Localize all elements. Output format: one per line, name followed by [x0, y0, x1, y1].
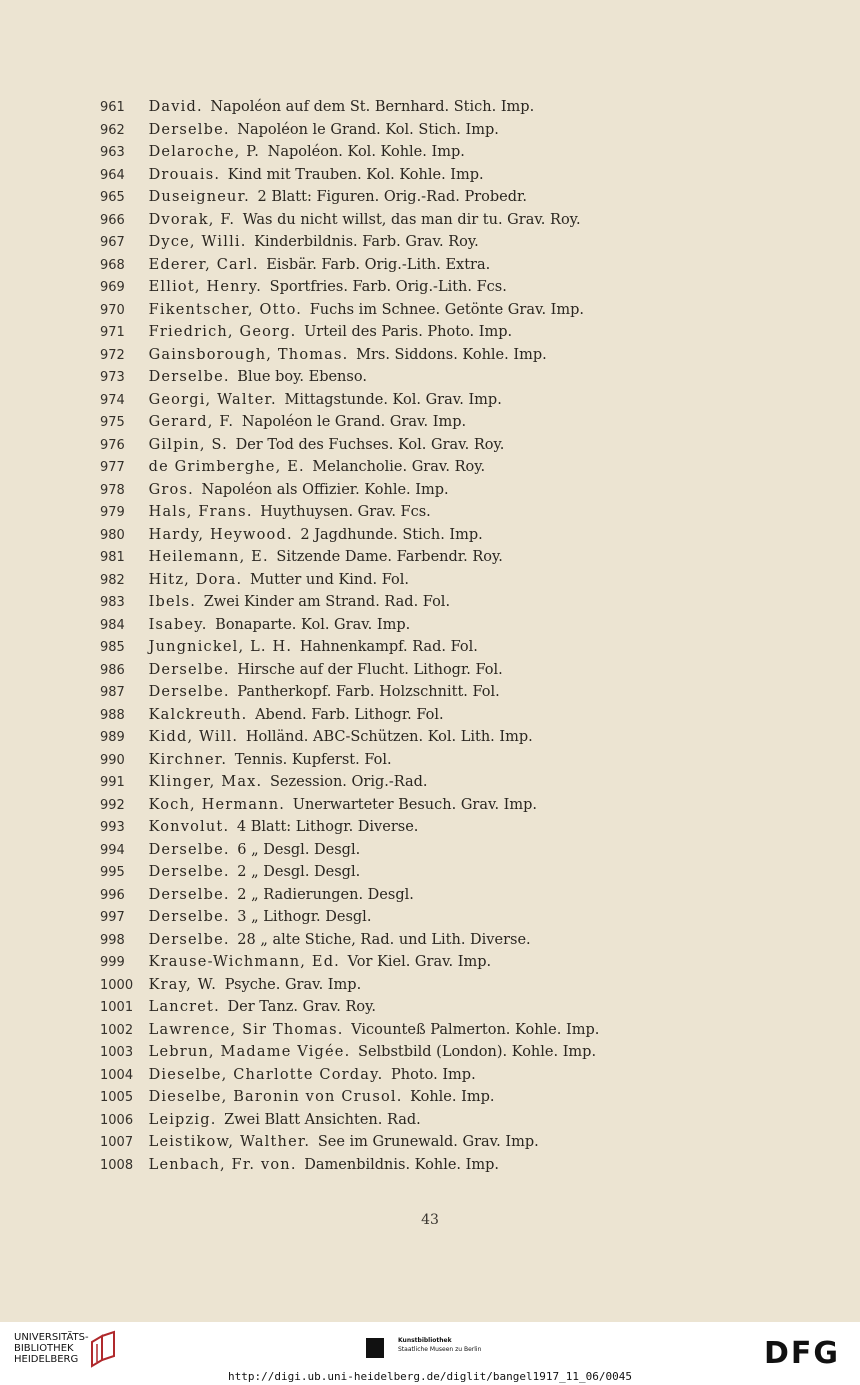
entry-artist: Krause-Wichmann, Ed. [148, 954, 340, 970]
entry-description: 3 „ Lithogr. Desgl. [237, 909, 372, 925]
entry-artist: Leipzig. [148, 1111, 217, 1128]
entry-artist: Gerard, F. [148, 414, 235, 430]
entry-artist: Jungnickel, L. H. [148, 639, 293, 655]
entry-number: 1000 [100, 977, 134, 993]
catalog-entry [100, 366, 840, 389]
entry-number: 1004 [100, 1067, 134, 1083]
entry-number: 1005 [100, 1090, 134, 1105]
entry-artist: Lenbach, Fr. von. [148, 1156, 297, 1173]
entry-description: Mittagstunde. Kol. Grav. Imp. [284, 391, 502, 408]
catalog-entry [100, 96, 840, 119]
university-emblem-icon [88, 1330, 118, 1370]
entry-artist: Derselbe. [148, 121, 230, 138]
catalog-entry [100, 704, 840, 727]
entry-description: Der Tod des Fuchses. Kol. Grav. Roy. [235, 436, 505, 453]
entry-description: Sitzende Dame. Farbendr. Roy. [276, 549, 503, 565]
entry-description: Eisbär. Farb. Orig.-Lith. Extra. [266, 256, 491, 273]
entry-description: Napoléon le Grand. Grav. Imp. [241, 414, 467, 430]
entry-number: 983 [100, 595, 125, 610]
entry-description: Kinderbildnis. Farb. Grav. Roy. [254, 234, 479, 250]
entry-artist: Leistikow, Walther. [148, 1134, 311, 1150]
catalog-entry [100, 164, 840, 187]
entry-number: 984 [100, 617, 125, 633]
entry-artist: Dieselbe, Charlotte Corday. [148, 1066, 384, 1083]
entry-artist: de Grimberghe, E. [148, 459, 305, 475]
entry-number: 999 [100, 955, 125, 970]
catalog-entry [100, 794, 840, 817]
kunstbibliothek-line-2: Staatliche Museen zu Berlin [398, 1346, 482, 1353]
entry-number: 966 [100, 212, 125, 228]
catalog-entry [100, 884, 840, 907]
entry-artist: Derselbe. [148, 661, 230, 678]
entry-number: 968 [100, 257, 125, 273]
entry-description: Damenbildnis. Kohle. Imp. [304, 1156, 499, 1173]
entry-description: 2 Jagdhunde. Stich. Imp. [300, 526, 483, 543]
entry-number: 978 [100, 482, 125, 498]
entry-description: Photo. Imp. [390, 1066, 476, 1083]
entry-artist: Kidd, Will. [148, 729, 239, 745]
entry-number: 996 [100, 887, 125, 903]
entry-number: 991 [100, 775, 125, 790]
entry-artist: Hardy, Heywood. [148, 526, 293, 543]
catalog-entry [100, 906, 840, 929]
catalog-entry [100, 209, 840, 232]
catalog-entry [100, 861, 840, 884]
entry-description: See im Grunewald. Grav. Imp. [317, 1134, 539, 1150]
entry-description: Abend. Farb. Lithogr. Fol. [255, 706, 444, 723]
catalog-entry [100, 479, 840, 502]
entry-description: Pantherkopf. Farb. Holzschnitt. Fol. [237, 684, 500, 700]
university-library-logo[interactable] [14, 1332, 89, 1365]
entry-number: 1001 [100, 1000, 134, 1015]
entry-description: Mrs. Siddons. Kohle. Imp. [356, 346, 547, 363]
catalog-entry [100, 231, 840, 254]
entry-number: 976 [100, 437, 125, 453]
catalog-entry [100, 344, 840, 367]
university-line-1: UNIVERSITÄTS- [14, 1332, 89, 1343]
catalog-entry [100, 681, 840, 704]
entry-number: 974 [100, 392, 125, 408]
entry-description: Unerwarteter Besuch. Grav. Imp. [292, 796, 538, 813]
entry-description: Zwei Kinder am Strand. Rad. Fol. [203, 594, 451, 610]
entry-number: 997 [100, 910, 125, 925]
catalog-entry [100, 1154, 840, 1177]
entry-description: Hirsche auf der Flucht. Lithogr. Fol. [237, 661, 503, 678]
entry-number: 1006 [100, 1112, 134, 1128]
entry-description: Vor Kiel. Grav. Imp. [347, 954, 492, 970]
entry-description: Napoléon le Grand. Kol. Stich. Imp. [237, 121, 499, 138]
entry-artist: Hals, Frans. [148, 504, 253, 520]
entry-artist: Gainsborough, Thomas. [148, 346, 349, 363]
entry-description: Napoléon. Kol. Kohle. Imp. [267, 144, 465, 160]
entry-description: Kind mit Trauben. Kol. Kohle. Imp. [227, 166, 484, 183]
entry-number: 987 [100, 685, 125, 700]
catalog-entry [100, 1064, 840, 1087]
entry-description: 2 „ Desgl. Desgl. [237, 864, 361, 880]
entry-description: 4 Blatt: Lithogr. Diverse. [236, 819, 419, 835]
entry-number: 962 [100, 122, 125, 138]
catalog-entry [100, 411, 840, 434]
entry-artist: Dieselbe, Baronin von Crusol. [148, 1089, 403, 1105]
catalog-entry [100, 119, 840, 142]
entry-description: Melancholie. Grav. Roy. [312, 459, 486, 475]
entry-description: Kohle. Imp. [410, 1089, 495, 1105]
footer-bar [0, 1322, 860, 1385]
kunstbibliothek-logo[interactable] [398, 1336, 481, 1354]
entry-number: 971 [100, 325, 125, 340]
entry-artist: Derselbe. [148, 684, 230, 700]
document-url[interactable]: http://digi.ub.uni-heidelberg.de/diglit/bangel1917_11_06/0045 [228, 1370, 632, 1383]
entry-artist: Hitz, Dora. [148, 571, 243, 588]
entry-artist: Konvolut. [148, 819, 230, 835]
catalog-entry [100, 974, 840, 997]
catalog-entry [100, 749, 840, 772]
entry-number: 1003 [100, 1045, 134, 1060]
university-line-2: BIBLIOTHEK [14, 1343, 74, 1354]
entry-artist: Isabey. [148, 616, 208, 633]
entry-description: Tennis. Kupferst. Fol. [234, 751, 392, 768]
entry-artist: Friedrich, Georg. [148, 324, 297, 340]
entry-number: 964 [100, 167, 125, 183]
catalog-entry [100, 456, 840, 479]
entry-artist: Heilemann, E. [148, 549, 269, 565]
entry-description: Huythuysen. Grav. Fcs. [260, 504, 431, 520]
entry-number: 965 [100, 190, 125, 205]
entry-artist: Georgi, Walter. [148, 391, 277, 408]
page-number: 43 [421, 1212, 439, 1228]
entry-number: 973 [100, 370, 125, 385]
entry-number: 1008 [100, 1157, 134, 1173]
entry-number: 979 [100, 505, 125, 520]
kunstbibliothek-line-1: Kunstbibliothek [398, 1337, 452, 1344]
entry-description: Holländ. ABC-Schützen. Kol. Lith. Imp. [245, 729, 533, 745]
entry-artist: Dvorak, F. [148, 211, 236, 228]
entry-number: 1002 [100, 1022, 134, 1038]
entry-artist: Derselbe. [148, 841, 230, 858]
catalog-entry [100, 501, 840, 524]
entry-artist: Derselbe. [148, 369, 230, 385]
entry-artist: Kray, W. [148, 976, 218, 993]
entry-description: Mutter und Kind. Fol. [249, 571, 410, 588]
catalog-entry [100, 434, 840, 457]
entry-description: Sportfries. Farb. Orig.-Lith. Fcs. [269, 279, 507, 295]
catalog-entry [100, 186, 840, 209]
entry-artist: Ederer, Carl. [148, 256, 259, 273]
catalog-entry [100, 569, 840, 592]
entry-artist: Delaroche, P. [148, 144, 261, 160]
entry-description: Bonaparte. Kol. Grav. Imp. [215, 616, 411, 633]
entry-number: 985 [100, 640, 125, 655]
catalog-entry [100, 1086, 840, 1109]
entry-number: 975 [100, 415, 125, 430]
entry-artist: Derselbe. [148, 864, 230, 880]
entry-number: 970 [100, 302, 125, 318]
entry-description: Napoléon als Offizier. Kohle. Imp. [201, 481, 449, 498]
entry-description: 28 „ alte Stiche, Rad. und Lith. Diverse. [237, 931, 531, 948]
catalog-entry [100, 771, 840, 794]
dfg-logo[interactable]: DFG [764, 1336, 841, 1371]
catalog-entry [100, 726, 840, 749]
entry-number: 992 [100, 797, 125, 813]
catalog-entry [100, 546, 840, 569]
catalog-entry [100, 321, 840, 344]
entry-artist: Ibels. [148, 594, 197, 610]
entry-artist: Kirchner. [148, 751, 228, 768]
entry-description: Fuchs im Schnee. Getönte Grav. Imp. [309, 301, 585, 318]
catalog-entry [100, 141, 840, 164]
catalog-entry [100, 659, 840, 682]
catalog-entry [100, 299, 840, 322]
entry-artist: Lancret. [148, 999, 220, 1015]
entry-artist: Drouais. [148, 166, 221, 183]
entry-artist: Koch, Hermann. [148, 796, 286, 813]
entry-number: 986 [100, 662, 125, 678]
entry-number: 988 [100, 707, 125, 723]
catalog-entry [100, 951, 840, 974]
entry-artist: David. [148, 99, 203, 115]
catalog-entry [100, 524, 840, 547]
entry-number: 961 [100, 100, 125, 115]
entry-description: Der Tanz. Grav. Roy. [227, 999, 377, 1015]
entry-description: 6 „ Desgl. Desgl. [237, 841, 361, 858]
entry-number: 990 [100, 752, 125, 768]
entry-number: 980 [100, 527, 125, 543]
entry-description: Hahnenkampf. Rad. Fol. [299, 639, 478, 655]
catalog-entry [100, 839, 840, 862]
entry-number: 1007 [100, 1135, 134, 1150]
entry-number: 977 [100, 460, 125, 475]
entry-artist: Derselbe. [148, 909, 230, 925]
catalog-entry [100, 929, 840, 952]
entry-artist: Klinger, Max. [148, 774, 263, 790]
catalog-entry [100, 1109, 840, 1132]
entry-number: 972 [100, 347, 125, 363]
entry-description: Psyche. Grav. Imp. [224, 976, 362, 993]
entry-artist: Lebrun, Madame Vigée. [148, 1044, 351, 1060]
entry-artist: Lawrence, Sir Thomas. [148, 1021, 344, 1038]
entry-number: 989 [100, 730, 125, 745]
entry-artist: Kalckreuth. [148, 706, 248, 723]
catalog-entry [100, 389, 840, 412]
entry-description: 2 Blatt: Figuren. Orig.-Rad. Probedr. [257, 189, 527, 205]
entry-number: 967 [100, 235, 125, 250]
entry-description: Was du nicht willst, das man dir tu. Grav. Roy. [242, 211, 581, 228]
entry-description: Selbstbild (London). Kohle. Imp. [358, 1044, 597, 1060]
entry-description: Blue boy. Ebenso. [237, 369, 367, 385]
entry-description: Napoléon auf dem St. Bernhard. Stich. Imp. [210, 99, 535, 115]
catalog-entry [100, 276, 840, 299]
entry-number: 994 [100, 842, 125, 858]
entry-number: 993 [100, 820, 125, 835]
catalog-entry [100, 1041, 840, 1064]
catalog-entry [100, 614, 840, 637]
entry-artist: Dyce, Willi. [148, 234, 247, 250]
entry-artist: Derselbe. [148, 931, 230, 948]
catalog-entry [100, 636, 840, 659]
entry-artist: Gilpin, S. [148, 436, 228, 453]
entry-description: Zwei Blatt Ansichten. Rad. [224, 1111, 421, 1128]
catalog-entry [100, 1019, 840, 1042]
entry-description: 2 „ Radierungen. Desgl. [237, 886, 414, 903]
entry-artist: Duseigneur. [148, 189, 250, 205]
entry-artist: Derselbe. [148, 886, 230, 903]
entry-artist: Gros. [148, 481, 194, 498]
entry-description: Urteil des Paris. Photo. Imp. [304, 324, 513, 340]
entry-artist: Elliot, Henry. [148, 279, 263, 295]
entry-number: 995 [100, 865, 125, 880]
entry-artist: Fikentscher, Otto. [148, 301, 303, 318]
entry-number: 981 [100, 550, 125, 565]
catalog-entry [100, 591, 840, 614]
entry-number: 998 [100, 932, 125, 948]
catalog-entry [100, 816, 840, 839]
kunstbibliothek-logo-icon [366, 1338, 384, 1358]
catalog-entries [100, 96, 840, 1176]
catalog-entry [100, 254, 840, 277]
catalog-entry [100, 996, 840, 1019]
entry-number: 982 [100, 572, 125, 588]
entry-description: Sezession. Orig.-Rad. [269, 774, 428, 790]
entry-number: 963 [100, 145, 125, 160]
entry-description: Vicounteß Palmerton. Kohle. Imp. [351, 1021, 600, 1038]
entry-number: 969 [100, 280, 125, 295]
university-line-3: HEIDELBERG [14, 1354, 79, 1365]
catalog-entry [100, 1131, 840, 1154]
